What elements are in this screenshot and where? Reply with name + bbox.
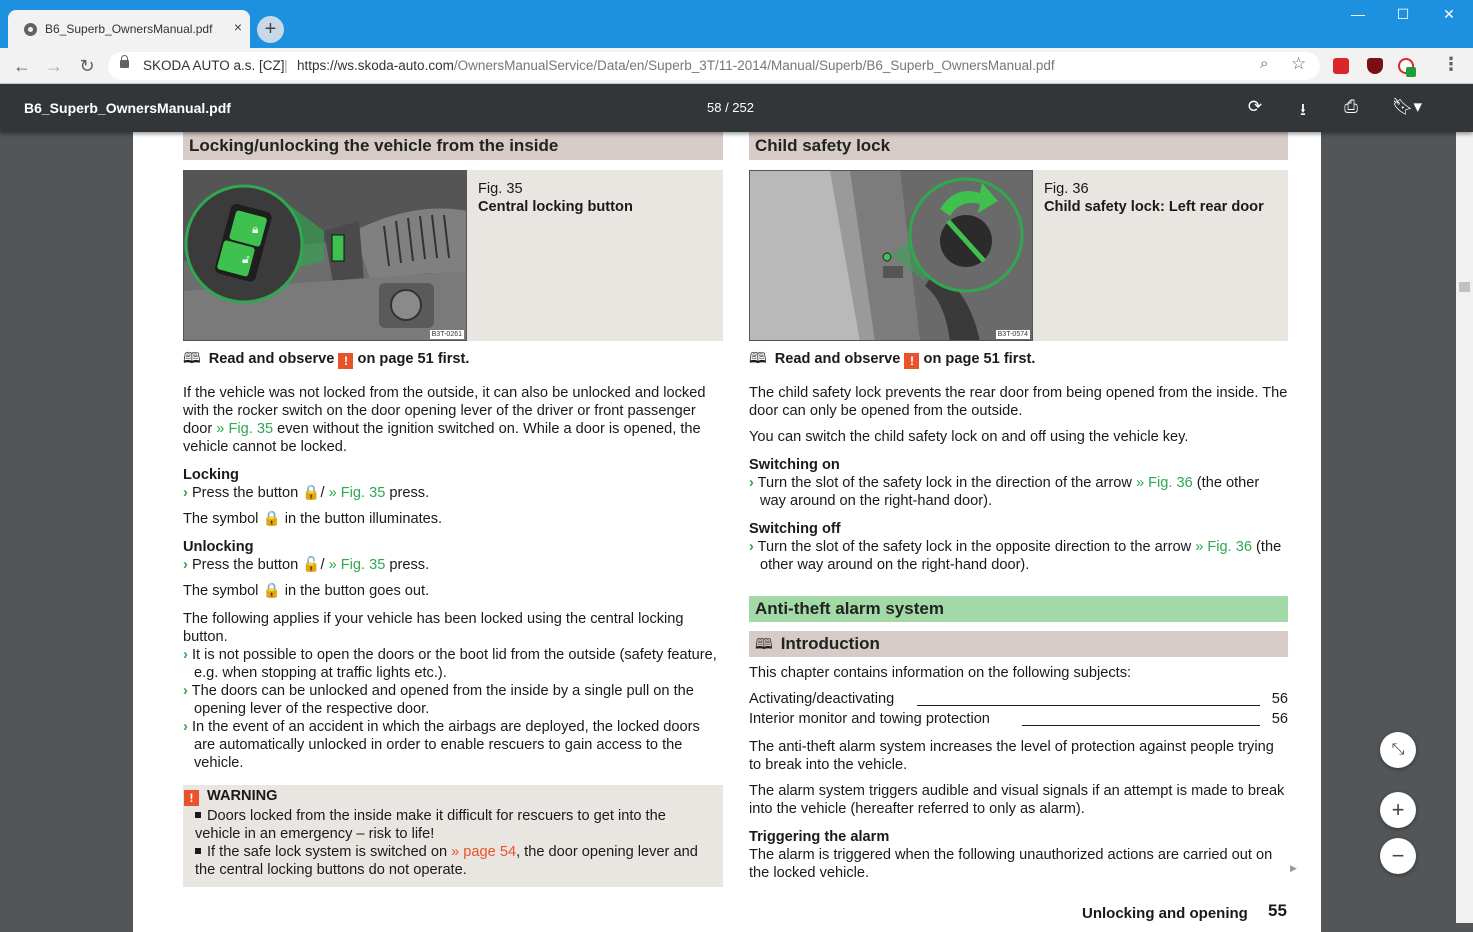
read-and-observe-note: 🕮 Read and observe ! on page 51 first. — [749, 350, 1036, 368]
browser-toolbar — [0, 48, 1473, 84]
zoom-icon[interactable]: ⌕ — [1260, 55, 1269, 72]
pdf-toolbar — [0, 84, 1473, 132]
fig-35-link[interactable]: » Fig. 35 — [328, 557, 386, 573]
fig-35-link[interactable]: » Fig. 35 — [328, 485, 386, 501]
unlocking-step: › Press the button 🔓/ » Fig. 35 press. — [183, 557, 430, 573]
alarm-paragraph-2: The alarm system triggers audible and visual signals if an attempt is made to break into the vehicle (hereafter referred to only as alarm). — [749, 783, 1285, 817]
zoom-out-button[interactable]: − — [1380, 838, 1416, 874]
fig-35-link[interactable]: » Fig. 35 — [216, 421, 274, 437]
close-window-icon[interactable]: ✕ — [1443, 6, 1455, 22]
triggering-heading: Triggering the alarm — [749, 829, 890, 845]
section-heading-locking: Locking/unlocking the vehicle from the inside — [183, 132, 723, 160]
new-tab-button[interactable]: + — [257, 16, 284, 43]
warning-item: If the safe lock system is switched on » page 54, the door opening lever and the central locking buttons do not operate. — [195, 844, 698, 878]
figure-code: B3T-0574 — [997, 331, 1028, 338]
figure-label: Fig. 36 — [1044, 181, 1089, 197]
switching-off-heading: Switching off — [749, 521, 841, 537]
toc-entry[interactable]: Interior monitor and towing protection 56 — [749, 711, 1288, 727]
site-organization: SKODA AUTO a.s. [CZ] — [143, 58, 285, 73]
fit-page-button[interactable]: ⤡ — [1380, 732, 1416, 768]
figure-36 — [749, 170, 1288, 341]
section-heading-alarm: Anti-theft alarm system — [749, 596, 1288, 622]
section-heading-introduction: 🕮 Introduction — [749, 631, 1288, 657]
url-text[interactable]: https://ws.skoda-auto.com/OwnersManualService/Data/en/Superb_3T/11-2014/Manual/Superb/B6_Superb_OwnersManual.pdf — [297, 58, 1055, 73]
tab-strip — [0, 0, 1473, 48]
read-and-observe-note: 🕮 Read and observe ! on page 51 first. — [183, 350, 470, 368]
switching-on-heading: Switching on — [749, 457, 840, 473]
list-item: › The doors can be unlocked and opened from the inside by a single pull on the opening lever of the respective door. — [183, 683, 694, 717]
pdf-filename: B6_Superb_OwnersManual.pdf — [24, 100, 231, 116]
reload-icon[interactable]: ↻ — [79, 56, 95, 76]
switching-on-step: › Turn the slot of the safety lock in the direction of the arrow » Fig. 36 (the other way around on the right-hand door). — [749, 475, 1260, 509]
figure-label: Fig. 35 — [478, 181, 523, 197]
zoom-in-button[interactable]: + — [1380, 792, 1416, 828]
unlocking-heading: Unlocking — [183, 539, 254, 555]
browser-menu-icon[interactable]: ⋮ — [1442, 54, 1460, 74]
page-indicator[interactable]: 58 / 252 — [707, 100, 754, 115]
central-locking-button-image — [183, 170, 467, 341]
viewer-background — [0, 909, 133, 923]
section-heading-child-lock: Child safety lock — [749, 132, 1288, 160]
child-lock-paragraph: The child safety lock prevents the rear door from being opened from the inside. The door can only be opened from the outside. — [749, 385, 1288, 419]
globe-icon — [24, 23, 37, 36]
svg-text:🔒︎: 🔒︎ — [252, 222, 259, 236]
pdf-page — [133, 132, 1321, 932]
forward-icon[interactable]: → — [45, 56, 63, 76]
maximize-icon[interactable]: ☐ — [1396, 6, 1410, 22]
locking-step: › Press the button 🔒/ » Fig. 35 press. — [183, 485, 430, 501]
extension-lastpass-icon[interactable] — [1333, 58, 1349, 74]
footer-section: Unlocking and opening — [1082, 905, 1248, 922]
figure-code: B3T-0261 — [431, 331, 462, 338]
page-54-link[interactable]: » page 54 — [451, 844, 517, 860]
tab-close-icon[interactable]: × — [233, 19, 243, 35]
rotate-icon[interactable]: ⟳ — [1247, 97, 1263, 116]
book-icon: 🕮 — [755, 636, 773, 653]
locking-symbol-note: The symbol 🔒 in the button illuminates. — [183, 511, 443, 527]
extension-ublock-icon[interactable] — [1367, 58, 1383, 74]
chapter-paragraph: This chapter contains information on the following subjects: — [749, 665, 1132, 681]
child-safety-lock-image — [749, 170, 1033, 341]
bookmark-menu-icon[interactable]: 🔖︎▾ — [1391, 97, 1423, 116]
left-column — [183, 132, 723, 887]
separator: | — [284, 57, 288, 73]
warning-box — [183, 785, 723, 887]
vehicle-key-paragraph: You can switch the child safety lock on and off using the vehicle key. — [749, 429, 1189, 445]
figure-title: Central locking button — [478, 199, 633, 215]
lock-icon[interactable] — [120, 60, 129, 68]
intro-paragraph: If the vehicle was not locked from the outside, it can also be unlocked and locked with the rocker switch on the door opening lever of the driver or front passenger door » Fig. 35 even without the ignition switched on. While a door is opened, the vehicle cannot be locked. — [183, 385, 706, 455]
fig-36-link[interactable]: » Fig. 36 — [1135, 475, 1193, 491]
triggering-paragraph: The alarm is triggered when the following unauthorized actions are carried out on the locked vehicle. — [749, 847, 1273, 881]
figure-caption — [1044, 180, 1264, 216]
warning-heading: ! WARNING — [195, 786, 711, 807]
locking-heading: Locking — [183, 467, 239, 483]
address-bar[interactable] — [108, 52, 1320, 80]
unlocking-symbol-note: The symbol 🔒 in the button goes out. — [183, 583, 430, 599]
download-icon[interactable]: ⭳ — [1300, 100, 1306, 119]
figure-35 — [183, 170, 723, 341]
applies-paragraph: The following applies if your vehicle has been locked using the central locking button. — [183, 611, 684, 645]
back-icon[interactable]: ← — [13, 56, 31, 76]
minimize-icon[interactable]: — — [1351, 6, 1365, 22]
right-column — [749, 132, 1288, 882]
footer-page-number: 55 — [1268, 901, 1287, 920]
continue-arrow-icon: ▶ — [1290, 863, 1297, 873]
warning-item: Doors locked from the inside make it difficult for rescuers to get into the vehicle in an emergency – risk to life! — [195, 808, 666, 842]
figure-caption — [478, 180, 633, 216]
figure-title: Child safety lock: Left rear door — [1044, 199, 1264, 215]
vertical-scrollbar[interactable] — [1456, 132, 1473, 923]
warning-icon: ! — [338, 353, 353, 369]
extension-badge-icon — [1406, 67, 1416, 77]
switching-off-step: › Turn the slot of the safety lock in the opposite direction to the arrow » Fig. 36 (the other way around on the right-hand door). — [749, 539, 1282, 573]
toc-entry[interactable]: Activating/deactivating 56 — [749, 691, 1288, 707]
fig-36-link[interactable]: » Fig. 36 — [1195, 539, 1252, 555]
svg-text:🔓︎: 🔓︎ — [242, 252, 250, 266]
bookmark-star-icon[interactable]: ☆ — [1291, 54, 1307, 73]
warning-icon: ! — [904, 353, 919, 369]
browser-tab[interactable] — [8, 10, 250, 48]
warning-icon: ! — [184, 790, 199, 806]
alarm-paragraph-1: The anti-theft alarm system increases the level of protection against people trying to break into the vehicle. — [749, 739, 1274, 773]
book-icon: 🕮 — [749, 350, 767, 367]
book-icon: 🕮 — [183, 350, 201, 367]
list-item: › It is not possible to open the doors or the boot lid from the outside (safety feature, e.g. when stopping at traffic lights etc.). — [183, 647, 717, 681]
scrollbar-thumb[interactable] — [1459, 282, 1470, 292]
list-item: › In the event of an accident in which the airbags are deployed, the locked doors are automatically unlocked in order to enable rescuers to gain access to the vehicle. — [183, 719, 700, 771]
print-icon[interactable]: ⎙ — [1344, 97, 1358, 116]
tab-title: B6_Superb_OwnersManual.pdf — [45, 22, 213, 36]
